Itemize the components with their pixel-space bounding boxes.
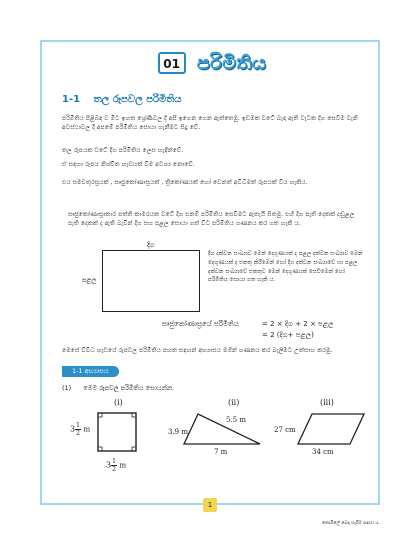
- section-number: 1-1: [62, 94, 81, 105]
- corner-ornament: [366, 491, 380, 505]
- question-text: මෙම රූපවල පරිමිතිය සොයන්න.: [83, 384, 175, 392]
- rectangle-figure: [102, 250, 200, 312]
- chapter-header: [42, 52, 382, 74]
- section-title: තල රූපවල පරිමිතිය: [93, 94, 182, 105]
- question-line: [62, 384, 174, 393]
- exercise-tag: 1-1 අභ්‍යාසය: [62, 366, 119, 377]
- footer-note: නොමිලේ බෙදා හැරීම සඳහා ය.: [322, 521, 380, 526]
- formula-line-1: = 2 × දිග + 2 × පළල: [262, 320, 334, 328]
- triangle-base: 7 m: [214, 448, 228, 456]
- shape-label-ii: (ii): [228, 398, 240, 407]
- triangle-side-a: 3.9 m: [168, 428, 188, 436]
- shape-label-i: (i): [114, 398, 123, 407]
- parallelogram-side: 27 cm: [274, 426, 296, 434]
- question-number: (1): [62, 384, 72, 392]
- formula-prefix: සෘජුකෝණාස්‍රයේ පරිමිතිය: [162, 320, 239, 328]
- figure-description: දිග දක්වන සංඛ්‍යාව මෙන් දෙගුණයක් ද පළල දක්වන සංඛ්‍යාව මෙන් දෙගුණයක් ද එකතු කිරීමෙන් හෝ දිග දක්වන සංඛ්‍යාවේ හා පළල දක්වන සංඛ්‍යාවේ එකතුව මෙන් දෙගුණයක් සෙවීමෙන් හෝ පරිමිතිය සොයා ගත හැකි ය.: [208, 251, 363, 284]
- corner-ornament: [40, 491, 54, 505]
- paragraph-definition: තල රූපයක වටේ දිග පරිමිතිය ලෙස හැඳින්වේ.: [62, 147, 184, 154]
- width-label: පළල: [82, 276, 97, 284]
- paragraph-classroom: සෘජුකෝණාස්‍රාකාර පත්ති කාමරයක වටේ දිග එනම් පරිමිතිය සෙවීමට ඇතැයි සිතමු. එහි දිග පැති දෙකක් දඬුළල පැති දෙකක් ද ඇති බැවින් දිග සහ පළල සොයා ගත් විට පරිමිතිය ගණනය කර ගත හැකි ය.: [68, 211, 355, 227]
- parallelogram-figure: [296, 412, 366, 446]
- square-side-left: 3 $\frac{1}{2}$ m: [70, 422, 91, 437]
- triangle-side-b: 5.5 m: [226, 416, 246, 424]
- triangle-figure: [182, 412, 262, 446]
- paragraph-shapes: එය සමචතුරස්‍රයක් , සෘජුකෝණාස්‍රයක් , ත්‍රිකෝණයක් හෝ වෙනත් අවිධිමත් රූපයක් විය හැකිය.: [62, 179, 308, 186]
- square-side-bottom: 3 $\frac{1}{2}$ m: [106, 458, 127, 473]
- page-number: 1: [203, 498, 217, 512]
- shape-label-iii: (iii): [320, 398, 334, 407]
- paragraph-transition: මෙසේ විවිධ හැඩයේ රූපවල පරිමිතිය පහත සඳහන් අභ්‍යාසය මගින් ගණනය කර බැලීමට උත්සාහ කරමු.: [62, 347, 333, 354]
- formula-line-2: = 2 (දිග+ පළල): [262, 331, 314, 339]
- paragraph-shape-note: ඒ සඳහා රූපය නිශ්චිත හැඩයක් විම අවශ්‍ය නොවේ.: [62, 161, 195, 168]
- section-heading: [62, 94, 182, 105]
- page-frame: [40, 40, 380, 505]
- length-label: දිග: [147, 241, 155, 249]
- parallelogram-base: 34 cm: [312, 448, 334, 456]
- paragraph-intro: පරිමිතිය පිළිබඳ ව මීට ඉහත ශ්‍රේණිවල දී අපි ඉගෙන ගෙන ඇත්තෙමු. ඉඩමක වටේ බැඳ ඇති වැටක දිග සෙවීම වැනි අවස්ථාවල දී අපමේ පරිමිතිය සොයා ගැනීමට සිදු වේ.: [62, 115, 358, 131]
- chapter-number: 01: [158, 52, 186, 74]
- chapter-title: පරිමිතිය: [196, 52, 267, 74]
- square-figure: [97, 412, 137, 452]
